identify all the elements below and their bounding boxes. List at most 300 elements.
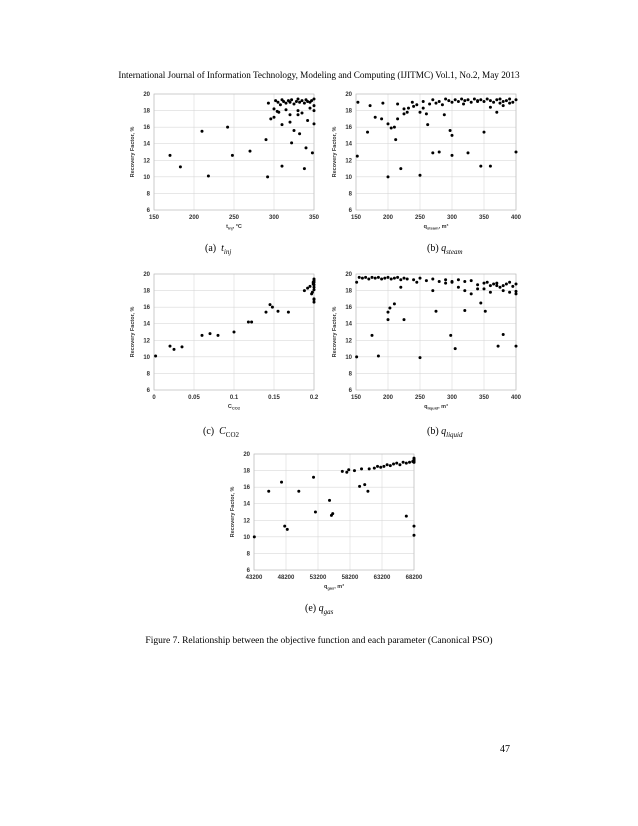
plot-frame — [254, 454, 414, 570]
data-point — [297, 97, 300, 100]
data-point — [419, 174, 422, 177]
data-point — [505, 282, 508, 285]
data-point — [483, 131, 486, 134]
y-tick-label: 12 — [345, 338, 352, 345]
data-point — [486, 97, 489, 100]
y-tick-label: 12 — [345, 158, 352, 165]
data-point — [169, 345, 172, 348]
data-point — [511, 101, 514, 104]
data-point — [431, 277, 434, 280]
data-point — [301, 112, 304, 115]
y-tick-label: 6 — [246, 568, 250, 574]
data-point — [398, 463, 401, 466]
y-axis-label: Recovery Factor, % — [130, 306, 136, 358]
data-point — [508, 97, 511, 100]
data-point — [460, 97, 463, 100]
chart-cco2 — [122, 266, 322, 416]
data-point — [470, 279, 473, 282]
y-axis-label: Recovery Factor, % — [130, 126, 136, 178]
data-point — [394, 138, 397, 141]
figure-caption: Figure 7. Relationship between the objective function and each parameter (Canonical PSO) — [145, 636, 493, 646]
data-point — [444, 97, 447, 100]
data-point — [281, 165, 284, 168]
x-tick-label: 68200 — [405, 575, 423, 581]
data-point — [407, 107, 410, 110]
x-tick-label: 0.15 — [268, 395, 280, 401]
x-axis-label: $C_{CO2}$ — [227, 404, 241, 411]
x-axis-label: $q_{steam}$, m³ — [423, 224, 449, 231]
data-point — [515, 345, 518, 348]
y-tick-label: 12 — [243, 518, 250, 525]
data-point — [328, 499, 331, 502]
data-point — [347, 468, 350, 471]
data-point — [419, 111, 422, 114]
x-tick-label: 250 — [414, 395, 426, 401]
data-point — [467, 151, 470, 154]
data-point — [386, 463, 389, 466]
data-point — [277, 310, 280, 313]
x-axis-label: $q_{gas}$, m³ — [323, 584, 345, 591]
data-point — [515, 290, 518, 293]
data-point — [313, 122, 316, 125]
x-tick-label: 58200 — [341, 575, 359, 581]
y-tick-label: 14 — [143, 321, 150, 328]
data-point — [457, 278, 460, 281]
x-tick-label: 150 — [350, 215, 362, 221]
data-point — [169, 154, 172, 157]
data-point — [387, 122, 390, 125]
data-point — [312, 476, 315, 479]
data-point — [303, 167, 306, 170]
x-tick-label: 0 — [152, 395, 156, 401]
y-tick-label: 16 — [143, 125, 150, 132]
data-point — [250, 321, 253, 324]
y-tick-label: 20 — [345, 92, 352, 98]
data-point — [345, 471, 348, 474]
journal-header: International Journal of Information Technology, Modeling and Computing (IJITMC) Vol.1, No.2, May 2013 — [118, 70, 520, 80]
data-point — [457, 100, 460, 103]
data-point — [419, 356, 422, 359]
data-point — [479, 165, 482, 168]
subcaption-e: (e) $q_{gas}$ — [305, 603, 334, 616]
y-tick-label: 6 — [146, 208, 150, 214]
x-axis-label: $q_{liquid}$, m³ — [424, 404, 448, 411]
y-tick-label: 8 — [246, 551, 250, 558]
x-tick-label: 350 — [478, 395, 490, 401]
data-point — [387, 276, 390, 279]
data-point — [371, 276, 374, 279]
data-point — [454, 347, 457, 350]
x-tick-label: 250 — [414, 215, 426, 221]
data-point — [502, 289, 505, 292]
data-point — [462, 102, 465, 105]
data-point — [396, 276, 399, 279]
data-point — [425, 279, 428, 282]
plot-frame — [356, 274, 516, 390]
data-point — [249, 150, 252, 153]
data-point — [301, 99, 304, 102]
subcaption-b-steam: (b) $q_{steam}$ — [427, 243, 463, 256]
data-point — [309, 285, 312, 288]
data-point — [265, 311, 268, 314]
data-point — [454, 98, 457, 101]
y-tick-label: 20 — [143, 92, 150, 98]
data-point — [293, 102, 296, 105]
data-point — [502, 284, 505, 287]
data-point — [313, 288, 316, 291]
data-point — [508, 281, 511, 284]
data-point — [382, 465, 385, 468]
data-point — [297, 113, 300, 116]
data-point — [515, 151, 518, 154]
data-point — [492, 282, 495, 285]
data-point — [367, 277, 370, 280]
y-axis-label: Recovery Factor, % — [332, 126, 338, 178]
data-point — [467, 98, 470, 101]
data-point — [403, 277, 406, 280]
page-number: 47 — [500, 744, 510, 755]
data-point — [387, 318, 390, 321]
chart-qsteam — [324, 86, 524, 236]
y-tick-label: 14 — [345, 141, 352, 148]
data-point — [419, 277, 422, 280]
x-axis-label: $t_{inj}$, °C — [226, 224, 242, 231]
y-tick-label: 18 — [143, 108, 150, 115]
data-point — [508, 102, 511, 105]
x-tick-label: 0.1 — [229, 395, 239, 401]
data-point — [368, 467, 371, 470]
data-point — [392, 462, 395, 465]
data-point — [486, 281, 489, 284]
x-tick-label: 150 — [350, 395, 362, 401]
data-point — [389, 464, 392, 467]
data-point — [399, 278, 402, 281]
data-point — [451, 280, 454, 283]
data-point — [495, 284, 498, 287]
data-point — [297, 490, 300, 493]
y-tick-label: 10 — [345, 174, 352, 181]
data-point — [422, 107, 425, 110]
data-point — [402, 461, 405, 464]
data-point — [484, 310, 487, 313]
data-point — [406, 111, 409, 114]
qsteam-svg — [324, 86, 524, 236]
y-tick-label: 10 — [345, 354, 352, 361]
x-tick-label: 0.2 — [309, 395, 319, 401]
data-point — [502, 333, 505, 336]
data-point — [371, 334, 374, 337]
data-point — [463, 309, 466, 312]
data-point — [502, 100, 505, 103]
y-tick-label: 16 — [243, 485, 250, 492]
data-point — [303, 289, 306, 292]
data-point — [483, 100, 486, 103]
y-tick-label: 18 — [345, 288, 352, 295]
data-point — [289, 121, 292, 124]
y-tick-label: 8 — [146, 191, 150, 198]
cco2-svg — [122, 266, 322, 416]
data-point — [399, 167, 402, 170]
x-tick-label: 0.05 — [188, 395, 200, 401]
data-point — [495, 98, 498, 101]
qliquid-svg — [324, 266, 524, 416]
data-point — [405, 462, 408, 465]
data-point — [387, 311, 390, 314]
data-point — [499, 97, 502, 100]
data-point — [393, 277, 396, 280]
data-point — [380, 117, 383, 120]
y-tick-label: 18 — [243, 468, 250, 475]
data-point — [447, 99, 450, 102]
data-point — [298, 132, 301, 135]
data-point — [311, 151, 314, 154]
data-point — [438, 100, 441, 103]
data-point — [281, 123, 284, 126]
data-point — [411, 101, 414, 104]
data-point — [356, 101, 359, 104]
data-point — [341, 470, 344, 473]
data-point — [413, 534, 416, 537]
chart-tinj — [122, 86, 322, 236]
y-tick-label: 18 — [345, 108, 352, 115]
y-tick-label: 8 — [348, 191, 352, 198]
x-tick-label: 350 — [308, 215, 320, 221]
y-tick-label: 6 — [348, 388, 352, 394]
data-point — [309, 107, 312, 110]
data-point — [273, 107, 276, 110]
data-point — [431, 289, 434, 292]
y-tick-label: 6 — [348, 208, 352, 214]
data-point — [451, 101, 454, 104]
data-point — [286, 528, 289, 531]
data-point — [413, 458, 416, 461]
data-point — [508, 291, 511, 294]
data-point — [267, 102, 270, 105]
y-tick-label: 14 — [243, 501, 250, 508]
y-tick-label: 10 — [143, 174, 150, 181]
y-tick-label: 16 — [143, 305, 150, 312]
data-point — [313, 109, 316, 112]
subcaption-a: (a) $t_{inj}$ — [205, 243, 232, 256]
data-point — [489, 165, 492, 168]
data-point — [435, 310, 438, 313]
data-point — [233, 331, 236, 334]
data-point — [413, 525, 416, 528]
x-tick-label: 400 — [510, 215, 522, 221]
data-point — [390, 126, 393, 129]
data-point — [489, 106, 492, 109]
data-point — [403, 107, 406, 110]
data-point — [492, 101, 495, 104]
y-tick-label: 10 — [143, 354, 150, 361]
data-point — [431, 151, 434, 154]
data-point — [443, 113, 446, 116]
data-point — [502, 104, 505, 107]
data-point — [489, 99, 492, 102]
data-point — [381, 102, 384, 105]
data-point — [311, 291, 314, 294]
data-point — [364, 276, 367, 279]
y-tick-label: 12 — [143, 158, 150, 165]
data-point — [428, 102, 431, 105]
data-point — [289, 113, 292, 116]
y-tick-label: 12 — [143, 338, 150, 345]
data-point — [470, 101, 473, 104]
data-point — [273, 116, 276, 119]
data-point — [356, 155, 359, 158]
x-tick-label: 300 — [446, 395, 458, 401]
data-point — [361, 277, 364, 280]
data-point — [476, 287, 479, 290]
data-point — [269, 117, 272, 120]
x-tick-label: 300 — [446, 215, 458, 221]
data-point — [290, 141, 293, 144]
x-tick-label: 43200 — [245, 575, 263, 581]
data-point — [377, 355, 380, 358]
data-point — [374, 277, 377, 280]
data-point — [247, 321, 250, 324]
data-point — [412, 278, 415, 281]
data-point — [231, 154, 234, 157]
data-point — [355, 281, 358, 284]
data-point — [393, 302, 396, 305]
y-tick-label: 20 — [345, 272, 352, 278]
data-point — [217, 334, 220, 337]
data-point — [285, 108, 288, 111]
data-point — [438, 151, 441, 154]
data-point — [483, 282, 486, 285]
y-tick-label: 8 — [146, 371, 150, 378]
data-point — [444, 278, 447, 281]
data-point — [463, 99, 466, 102]
data-point — [479, 98, 482, 101]
data-point — [415, 103, 418, 106]
data-point — [408, 461, 411, 464]
data-point — [470, 292, 473, 295]
data-point — [266, 175, 269, 178]
data-point — [280, 481, 283, 484]
data-point — [306, 119, 309, 122]
data-point — [265, 138, 268, 141]
data-point — [295, 100, 298, 103]
data-point — [374, 116, 377, 119]
y-tick-label: 20 — [143, 272, 150, 278]
data-point — [396, 117, 399, 120]
data-point — [383, 277, 386, 280]
y-tick-label: 8 — [348, 371, 352, 378]
data-point — [390, 277, 393, 280]
data-point — [444, 282, 447, 285]
data-point — [179, 165, 182, 168]
data-point — [449, 129, 452, 132]
data-point — [313, 298, 316, 301]
data-point — [355, 355, 358, 358]
data-point — [515, 98, 518, 101]
data-point — [489, 291, 492, 294]
data-point — [267, 490, 270, 493]
data-point — [293, 129, 296, 132]
data-point — [360, 467, 363, 470]
qgas-svg — [222, 446, 422, 596]
data-point — [435, 102, 438, 105]
data-point — [276, 110, 279, 113]
data-point — [331, 512, 334, 515]
y-tick-label: 16 — [345, 125, 352, 132]
data-point — [463, 280, 466, 283]
data-point — [277, 101, 280, 104]
data-point — [209, 332, 212, 335]
x-tick-label: 63200 — [373, 575, 391, 581]
data-point — [297, 109, 300, 112]
y-tick-label: 18 — [143, 288, 150, 295]
data-point — [479, 302, 482, 305]
x-tick-label: 200 — [382, 395, 394, 401]
data-point — [253, 535, 256, 538]
data-point — [283, 525, 286, 528]
data-point — [406, 277, 409, 280]
chart-qliquid — [324, 266, 524, 416]
data-point — [441, 103, 444, 106]
data-point — [388, 306, 391, 309]
data-point — [426, 123, 429, 126]
plot-frame — [356, 94, 516, 210]
data-point — [403, 112, 406, 115]
chart-qgas — [222, 446, 422, 596]
data-point — [438, 280, 441, 283]
data-point — [380, 277, 383, 280]
x-tick-label: 300 — [268, 215, 280, 221]
x-tick-label: 250 — [228, 215, 240, 221]
data-point — [451, 154, 454, 157]
data-point — [405, 515, 408, 518]
subcaption-c: (c) $C_{CO2}$ — [203, 426, 240, 439]
data-point — [285, 102, 288, 105]
data-point — [495, 111, 498, 114]
data-point — [314, 511, 317, 514]
data-point — [279, 103, 282, 106]
data-point — [376, 465, 379, 468]
data-point — [154, 355, 157, 358]
y-tick-label: 20 — [243, 452, 250, 458]
x-tick-label: 400 — [510, 395, 522, 401]
data-point — [366, 131, 369, 134]
data-point — [379, 466, 382, 469]
data-point — [457, 286, 460, 289]
data-point — [363, 483, 366, 486]
data-point — [476, 100, 479, 103]
data-point — [395, 462, 398, 465]
data-point — [290, 98, 293, 101]
data-point — [515, 282, 518, 285]
data-point — [425, 112, 428, 115]
data-point — [505, 99, 508, 102]
data-point — [499, 286, 502, 289]
data-point — [449, 334, 452, 337]
data-point — [366, 490, 369, 493]
data-point — [269, 303, 272, 306]
y-axis-label: Recovery Factor, % — [230, 486, 236, 538]
data-point — [271, 306, 274, 309]
data-point — [377, 276, 380, 279]
data-point — [358, 485, 361, 488]
y-tick-label: 14 — [345, 321, 352, 328]
x-tick-label: 53200 — [309, 575, 327, 581]
data-point — [396, 102, 399, 105]
data-point — [393, 126, 396, 129]
y-tick-label: 6 — [146, 388, 150, 394]
data-point — [463, 289, 466, 292]
data-point — [473, 97, 476, 100]
